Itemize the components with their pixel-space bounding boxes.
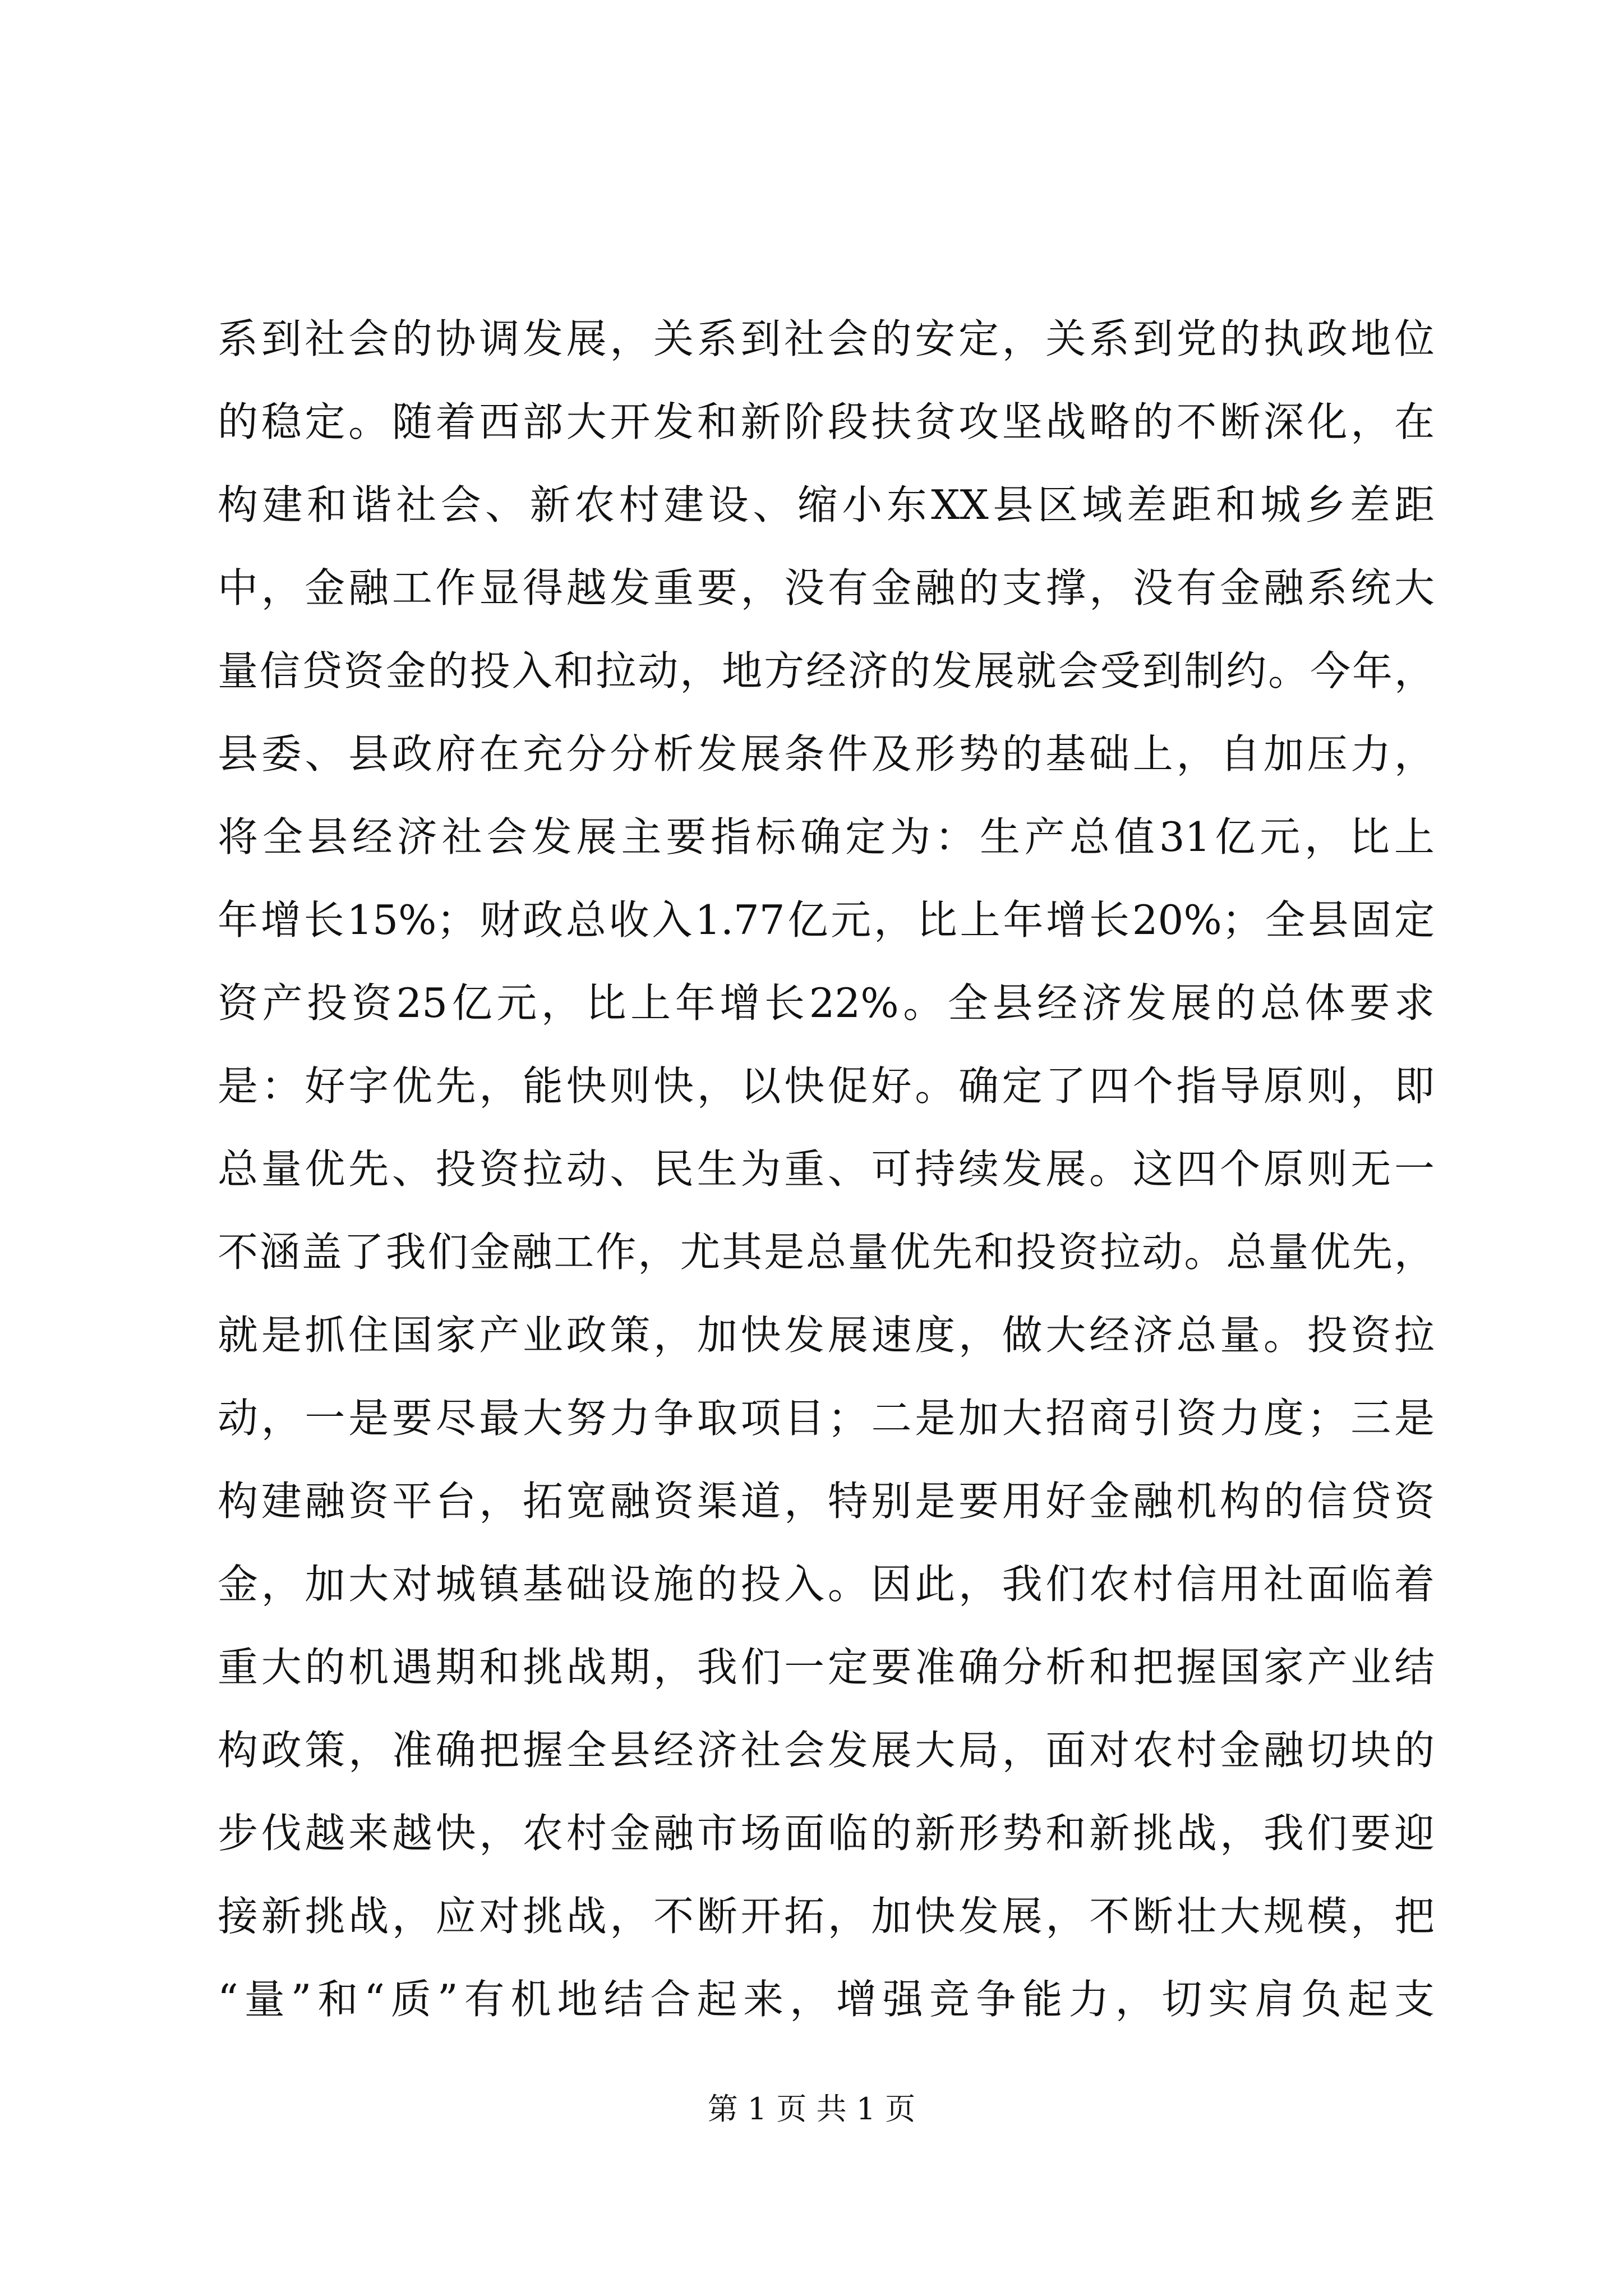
text-line: 年增长15%；财政总收入1.77亿元，比上年增长20%；全县固定 bbox=[218, 896, 1435, 944]
text-line: 就是抓住国家产业政策，加快发展速度，做大经济总量。投资拉 bbox=[218, 1312, 1435, 1359]
text-line: 总量优先、投资拉动、民生为重、可持续发展。这四个原则无一 bbox=[218, 1145, 1435, 1193]
text-line: 是：好字优先，能快则快，以快促好。确定了四个指导原则，即 bbox=[218, 1062, 1435, 1110]
body-text bbox=[218, 297, 1435, 2041]
page-footer bbox=[0, 2087, 1623, 2132]
text-line: 金，加大对城镇基础设施的投入。因此，我们农村信用社面临着 bbox=[218, 1561, 1435, 1608]
text-line: 量信贷资金的投入和拉动，地方经济的发展就会受到制约。今年， bbox=[218, 647, 1435, 694]
text-line: 构建和谐社会、新农村建设、缩小东XX县区域差距和城乡差距 bbox=[218, 481, 1435, 528]
text-line: 县委、县政府在充分分析发展条件及形势的基础上，自加压力， bbox=[218, 730, 1435, 777]
text-line: 接新挑战，应对挑战，不断开拓，加快发展，不断壮大规模，把 bbox=[218, 1893, 1435, 1940]
text-line: 重大的机遇期和挑战期，我们一定要准确分析和把握国家产业结 bbox=[218, 1644, 1435, 1691]
text-line: 中，金融工作显得越发重要，没有金融的支撑，没有金融系统大 bbox=[218, 564, 1435, 611]
text-line: 动，一是要尽最大努力争取项目；二是加大招商引资力度；三是 bbox=[218, 1395, 1435, 1442]
text-line: 构建融资平台，拓宽融资渠道，特别是要用好金融机构的信贷资 bbox=[218, 1478, 1435, 1525]
text-line: 资产投资25亿元，比上年增长22%。全县经济发展的总体要求 bbox=[218, 979, 1435, 1027]
text-line: 步伐越来越快，农村金融市场面临的新形势和新挑战，我们要迎 bbox=[218, 1810, 1435, 1857]
text-line: 不涵盖了我们金融工作，尤其是总量优先和投资拉动。总量优先， bbox=[218, 1228, 1435, 1276]
text-line: 的稳定。随着西部大开发和新阶段扶贫攻坚战略的不断深化，在 bbox=[218, 398, 1435, 445]
text-line: 系到社会的协调发展，关系到社会的安定，关系到党的执政地位 bbox=[218, 315, 1435, 362]
text-line: “量”和“质”有机地结合起来，增强竞争能力，切实肩负起支 bbox=[218, 1976, 1435, 2023]
page-number-label: 第 1 页 共 1 页 bbox=[707, 2091, 916, 2127]
text-line: 将全县经济社会发展主要指标确定为：生产总值31亿元，比上 bbox=[218, 813, 1435, 861]
text-line: 构政策，准确把握全县经济社会发展大局，面对农村金融切块的 bbox=[218, 1727, 1435, 1774]
